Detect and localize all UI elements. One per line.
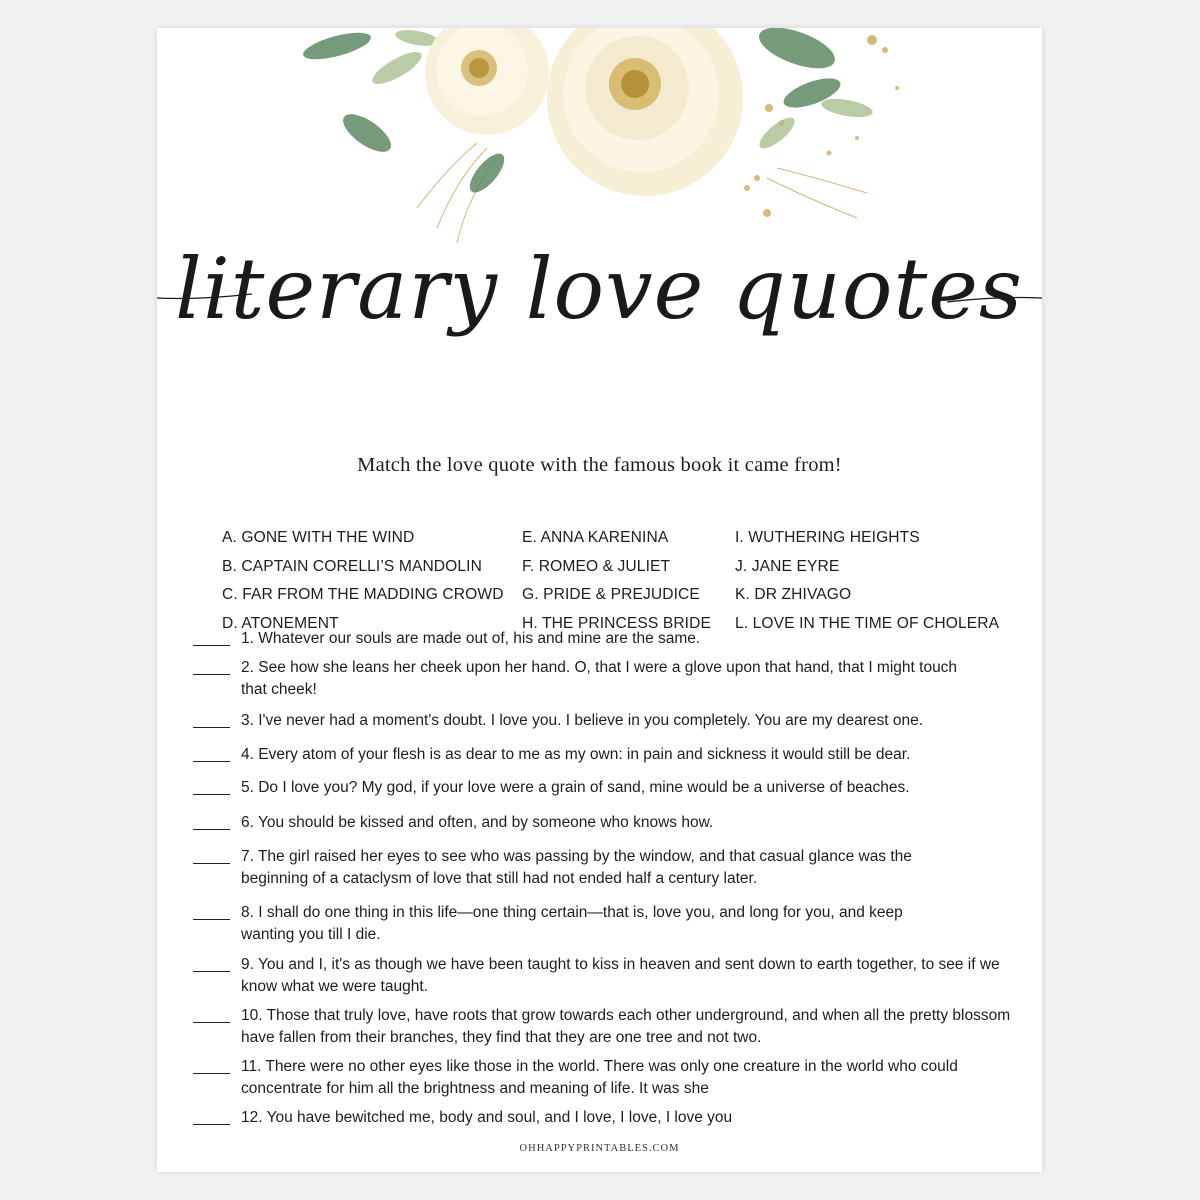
answer-blank[interactable] <box>193 829 230 830</box>
answer-option: A. GONE WITH THE WIND <box>222 529 415 546</box>
question-text: 8. I shall do one thing in this life—one thing certain—that is, love you, and long for you, and keep wanting you till I die. <box>241 904 903 943</box>
question-text: 4. Every atom of your flesh is as dear to me as my own: in pain and sickness it would still be dear. <box>241 746 911 763</box>
answer-option: I. WUTHERING HEIGHTS <box>735 529 920 546</box>
answer-option: B. CAPTAIN CORELLI’S MANDOLIN <box>222 557 482 575</box>
page-title: literary love quotes <box>174 240 1024 338</box>
question-text: 5. Do I love you? My god, if your love were a grain of sand, mine would be a universe of beaches. <box>241 779 910 796</box>
answer-blank[interactable] <box>193 971 230 972</box>
answer-blank[interactable] <box>193 919 230 920</box>
question-text: 12. You have bewitched me, body and soul, and I love, I love, I love you <box>241 1109 733 1126</box>
question-text: 11. There were no other eyes like those in the world. There was only one creature in the world who could concentrate for him all the brightness and meaning of life. It was she <box>241 1058 958 1097</box>
answer-option: F. ROMEO & JULIET <box>522 557 671 575</box>
answer-blank[interactable] <box>193 1073 230 1074</box>
answer-option: C. FAR FROM THE MADDING CROWD <box>222 586 504 604</box>
answer-blank[interactable] <box>193 1022 230 1023</box>
answer-column-2 <box>522 528 711 643</box>
title-area <box>157 218 1042 368</box>
answer-blank[interactable] <box>193 674 230 675</box>
instructions: Match the love quote with the famous book it came from! <box>357 454 842 476</box>
question-text: 2. See how she leans her cheek upon her hand. O, that I were a glove upon that hand, that I might touch that cheek! <box>241 659 958 698</box>
answer-column-1 <box>222 528 504 643</box>
answer-blank[interactable] <box>193 727 230 728</box>
answer-option: D. ATONEMENT <box>222 615 339 633</box>
answer-blank[interactable] <box>193 1124 230 1125</box>
answer-blank[interactable] <box>193 645 230 646</box>
answer-option: J. JANE EYRE <box>735 557 840 575</box>
question-text: 9. You and I, it's as though we have been taught to kiss in heaven and sent down to earth together, to see if we know what we were taught. <box>241 956 1000 995</box>
answer-option: K. DR ZHIVAGO <box>735 586 852 604</box>
answer-column-3 <box>735 528 999 643</box>
answer-blank[interactable] <box>193 863 230 864</box>
title-flourish <box>157 218 1042 368</box>
question-text: 6. You should be kissed and often, and by someone who knows how. <box>241 814 714 831</box>
answer-blank[interactable] <box>193 761 230 762</box>
answer-option: H. THE PRINCESS BRIDE <box>522 615 711 633</box>
answer-blank[interactable] <box>193 794 230 795</box>
question-text: 10. Those that truly love, have roots that grow towards each other underground, and when all the pretty blossom have fallen from their branches, they find that they are one tree and not two. <box>241 1007 1011 1046</box>
question-text: 7. The girl raised her eyes to see who was passing by the window, and that casual glance was the beginning of a cataclysm of love that still had not ended half a century later. <box>241 848 912 887</box>
answer-option: L. LOVE IN THE TIME OF CHOLERA <box>735 615 1000 633</box>
printable-page <box>157 28 1042 1172</box>
question-text: 3. I've never had a moment's doubt. I love you. I believe in you completely. You are my dearest one. <box>241 712 923 729</box>
footer-website: OHHAPPYPRINTABLES.COM <box>519 1143 680 1154</box>
question-text: 1. Whatever our souls are made out of, his and mine are the same. <box>241 630 701 647</box>
answer-option: E. ANNA KARENINA <box>522 529 669 546</box>
answer-option: G. PRIDE & PREJUDICE <box>522 586 700 604</box>
